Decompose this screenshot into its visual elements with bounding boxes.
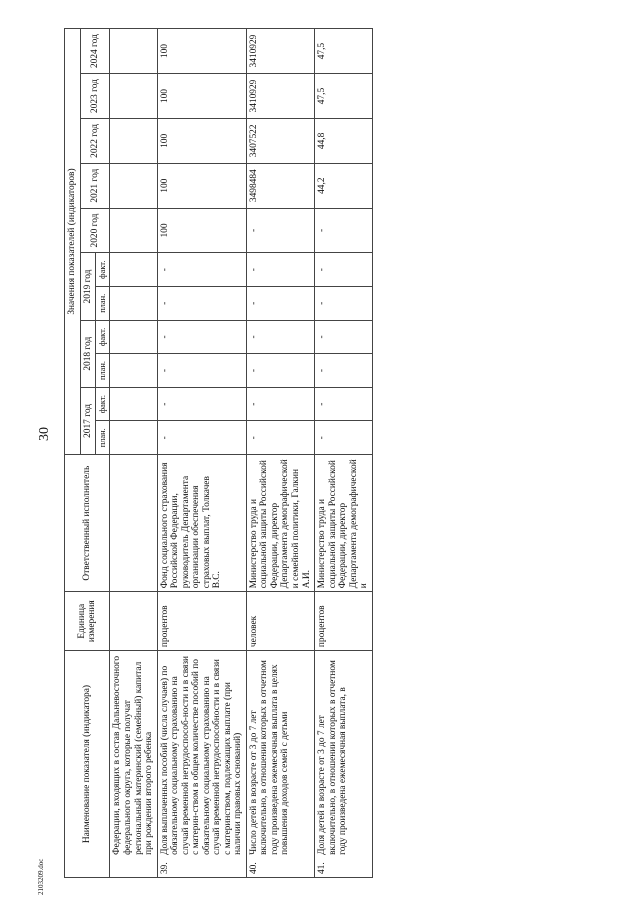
row-executor bbox=[110, 455, 157, 592]
row-value: - bbox=[315, 287, 373, 321]
row-unit: человек bbox=[246, 592, 314, 651]
row-value bbox=[110, 118, 157, 163]
row-value: - bbox=[315, 253, 373, 287]
row-value: - bbox=[157, 421, 246, 455]
row-indicator-name: Федерации, входящих в состав Дальневосточного федерального округа, которые получат региональный материнский (семейный) капитал при рождении второго ребенка bbox=[110, 651, 157, 858]
header-fact: факт. bbox=[96, 320, 110, 354]
header-fact: факт. bbox=[96, 387, 110, 421]
page-number: 30 bbox=[37, 427, 52, 441]
row-value: 100 bbox=[157, 118, 246, 163]
row-value: 3407522 bbox=[246, 118, 314, 163]
row-value: - bbox=[246, 354, 314, 388]
row-value bbox=[110, 29, 157, 74]
row-value: 44,2 bbox=[315, 163, 373, 208]
row-value bbox=[110, 287, 157, 321]
row-value bbox=[110, 74, 157, 119]
row-value: - bbox=[246, 287, 314, 321]
indicators-table bbox=[64, 28, 373, 878]
row-value: - bbox=[246, 208, 314, 253]
row-value bbox=[110, 387, 157, 421]
row-indicator-name: Доля выплаченных пособий (числа случаев) по обязательному социальному страхованию на случай временной нетрудоспособ-ности и в связи с материн-ством в общем количестве пособий по обязательному социальному страхованию на случай временной нетрудоспособности и в связи с материнством, подлежащих выплате (при наличии правовых оснований) bbox=[157, 651, 246, 858]
table-row bbox=[246, 29, 314, 878]
header-year-2024: 2024 год bbox=[80, 29, 110, 74]
row-value: 44,8 bbox=[315, 118, 373, 163]
row-value: - bbox=[246, 253, 314, 287]
row-value: - bbox=[315, 387, 373, 421]
header-name: Наименование показателя (индикатора) bbox=[65, 651, 110, 878]
row-unit: процентов bbox=[315, 592, 373, 651]
header-values-group: Значения показателей (индикаторов) bbox=[65, 29, 81, 455]
rotated-sheet bbox=[64, 8, 624, 878]
row-index bbox=[110, 858, 157, 878]
table-body bbox=[110, 29, 372, 878]
header-plan: план. bbox=[96, 421, 110, 455]
table-row bbox=[315, 29, 373, 878]
row-value: - bbox=[157, 354, 246, 388]
header-year-2017: 2017 год bbox=[80, 387, 96, 454]
row-value: 3410929 bbox=[246, 29, 314, 74]
row-indicator-name: Число детей в возрасте от 3 до 7 лет включительно, в отношении которых в отчетном году произведена ежемесячная выплата в целях повышения доходов семей с детьми bbox=[246, 651, 314, 858]
row-value: - bbox=[157, 320, 246, 354]
row-value: 3498484 bbox=[246, 163, 314, 208]
row-value bbox=[110, 421, 157, 455]
row-value: 100 bbox=[157, 208, 246, 253]
row-value: 100 bbox=[157, 29, 246, 74]
header-unit: Единица измерения bbox=[65, 592, 110, 651]
row-executor: Фонд социального страхования Российской Федерации, руководитель Департамента организации обеспечения страховых выплат, Толкачев В.С. bbox=[157, 455, 246, 592]
header-year-2020: 2020 год bbox=[80, 208, 110, 253]
row-value bbox=[110, 253, 157, 287]
row-indicator-name: Доля детей в возрасте от 3 до 7 лет включительно, в отношении которых в отчетном году произведена ежемесячная выплата, в bbox=[315, 651, 373, 858]
header-plan: план. bbox=[96, 354, 110, 388]
row-value: - bbox=[315, 354, 373, 388]
row-value: 100 bbox=[157, 74, 246, 119]
footer-filename: 2103209.doc bbox=[37, 858, 45, 895]
header-year-2021: 2021 год bbox=[80, 163, 110, 208]
row-value: 47,5 bbox=[315, 74, 373, 119]
row-value: - bbox=[315, 208, 373, 253]
row-unit: процентов bbox=[157, 592, 246, 651]
header-year-2022: 2022 год bbox=[80, 118, 110, 163]
header-year-2018: 2018 год bbox=[80, 320, 96, 387]
row-value: - bbox=[157, 387, 246, 421]
row-value: - bbox=[157, 253, 246, 287]
header-plan: план. bbox=[96, 287, 110, 321]
row-executor: Министерство труда и социальной защиты Российской Федерации, директор Департамента демографической и семейной политики, Галкин А.И. bbox=[246, 455, 314, 592]
row-index: 40. bbox=[246, 858, 314, 878]
row-value: 47,5 bbox=[315, 29, 373, 74]
table-row bbox=[157, 29, 246, 878]
row-unit bbox=[110, 592, 157, 651]
row-value: - bbox=[315, 320, 373, 354]
header-year-2019: 2019 год bbox=[80, 253, 96, 320]
header-year-2023: 2023 год bbox=[80, 74, 110, 119]
row-value bbox=[110, 320, 157, 354]
row-index: 41. bbox=[315, 858, 373, 878]
row-value: - bbox=[246, 387, 314, 421]
row-executor: Министерство труда и социальной защиты Российской Федерации, директор Департамента демографической и bbox=[315, 455, 373, 592]
row-index: 39. bbox=[157, 858, 246, 878]
header-fact: факт. bbox=[96, 253, 110, 287]
row-value: - bbox=[246, 320, 314, 354]
table-row bbox=[110, 29, 157, 878]
row-value bbox=[110, 163, 157, 208]
row-value: - bbox=[157, 287, 246, 321]
row-value: - bbox=[315, 421, 373, 455]
row-value: 3410929 bbox=[246, 74, 314, 119]
row-value bbox=[110, 354, 157, 388]
row-value bbox=[110, 208, 157, 253]
row-value: - bbox=[246, 421, 314, 455]
row-value: 100 bbox=[157, 163, 246, 208]
header-executor: Ответственный исполнитель bbox=[65, 455, 110, 592]
